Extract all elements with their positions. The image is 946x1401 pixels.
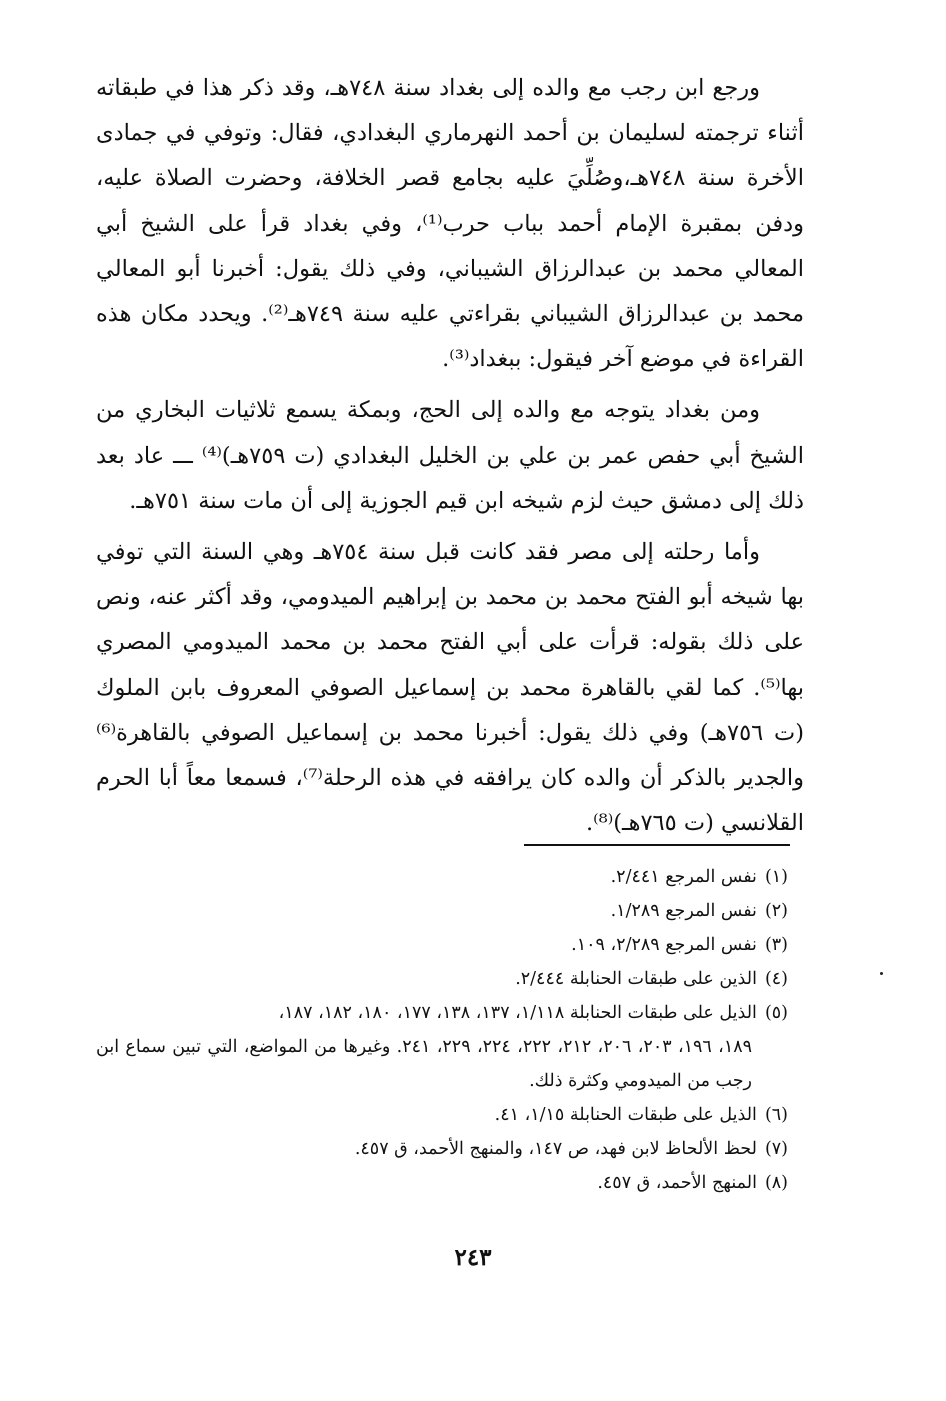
footnote <box>96 1132 800 1166</box>
page-number: ٢٤٣ <box>454 1244 492 1271</box>
footnote-number: (٤) <box>764 969 788 989</box>
footnote-text: الذيل على طبقات الحنابلة ١/١٥، ٤١. <box>494 1105 757 1125</box>
footnote <box>96 1166 800 1200</box>
footnote-text: المنهج الأحمد، ق ٤٥٧. <box>597 1173 757 1193</box>
footnote-text: الذين على طبقات الحنابلة ٢/٤٤٤. <box>515 969 757 989</box>
footnote-text: نفس المرجع ٢/٢٨٩، ١٠٩. <box>571 935 757 955</box>
main-text-body <box>96 66 804 852</box>
footnote-number: (٨) <box>764 1173 788 1193</box>
footnote-text: الذيل على طبقات الحنابلة ١/١١٨، ١٣٧، ١٣٨، ١٧٧، ١٨٠، ١٨٢، ١٨٧، <box>278 1003 757 1023</box>
footnote-number: (١) <box>764 867 788 887</box>
footnote-text: نفس المرجع ١/٢٨٩. <box>610 901 757 921</box>
scan-speck <box>880 972 883 975</box>
footnote-text: لحظ الألحاظ لابن فهد، ص ١٤٧، والمنهج الأحمد، ق ٤٥٧. <box>354 1139 757 1159</box>
footnote <box>96 928 800 962</box>
footnote-text: نفس المرجع ٢/٤٤١. <box>610 867 757 887</box>
paragraph: ورجع ابن رجب مع والده إلى بغداد سنة ٧٤٨هـ، وقد ذكر هذا في طبقاته أثناء ترجمته لسليمان بن أحمد النهرماري البغدادي، فقال: وتوفي في جمادى الأخرة سنة ٧٤٨هـ،وصُلِّيَ عليه بجامع قصر الخلافة، وحضرت الصلاة عليه، ودفن بمقبرة الإمام أحمد بباب حرب⁽¹⁾، وفي بغداد قرأ على الشيخ أبي المعالي محمد بن عبدالرزاق الشيباني، وفي ذلك يقول: أخبرنا أبو المعالي محمد بن عبدالرزاق الشيباني بقراءتي عليه سنة ٧٤٩هـ⁽²⁾. ويحدد مكان هذه القراءة في موضع آخر فيقول: ببغداد⁽³⁾. <box>96 75 805 373</box>
footnote <box>96 962 800 996</box>
footnote-number: (٧) <box>764 1139 788 1159</box>
footnote <box>96 996 800 1030</box>
footnote-separator <box>524 844 790 846</box>
paragraph: ومن بغداد يتوجه مع والده إلى الحج، وبمكة يسمع ثلاثيات البخاري من الشيخ أبي حفص عمر بن علي بن الخليل البغدادي (ت ٧٥٩هـ)⁽⁴⁾ ـــ عاد بعد ذلك إلى دمشق حيث لزم شيخه ابن قيم الجوزية إلى أن مات سنة ٧٥١هـ. <box>96 397 804 514</box>
footnote-number: (٥) <box>764 1003 788 1023</box>
footnote-number: (٦) <box>764 1105 788 1125</box>
footnote-number: (٣) <box>764 935 788 955</box>
footnotes <box>96 860 800 1200</box>
footnote <box>96 860 800 894</box>
footnote-number: (٢) <box>764 901 788 921</box>
footnote <box>96 1098 800 1132</box>
paragraph: وأما رحلته إلى مصر فقد كانت قبل سنة ٧٥٤هـ وهي السنة التي توفي بها شيخه أبو الفتح محمد بن محمد بن إبراهيم الميدومي، وقد أكثر عنه، ونص على ذلك بقوله: قرأت على أبي الفتح محمد بن محمد الميدومي المصري بها⁽⁵⁾. كما لقي بالقاهرة محمد بن إسماعيل الصوفي المعروف بابن الملوك (ت ٧٥٦هـ) وفي ذلك يقول: أخبرنا محمد بن إسماعيل الصوفي بالقاهرة⁽⁶⁾ والجدير بالذكر أن والده كان يرافقه في هذه الرحلة⁽⁷⁾، فسمعا معاً أبا الحرم القلانسي (ت ٧٦٥هـ)⁽⁸⁾. <box>96 539 804 837</box>
footnote-continuation <box>96 1030 800 1098</box>
footnote-text: ١٨٩، ١٩٦، ٢٠٣، ٢٠٦، ٢١٢، ٢٢٢، ٢٢٤، ٢٢٩، ٢٤١. وغيرها من المواضع، التي تبين سماع ابن رجب من الميدومي وكثرة ذلك. <box>96 1037 753 1091</box>
footnote <box>96 894 800 928</box>
